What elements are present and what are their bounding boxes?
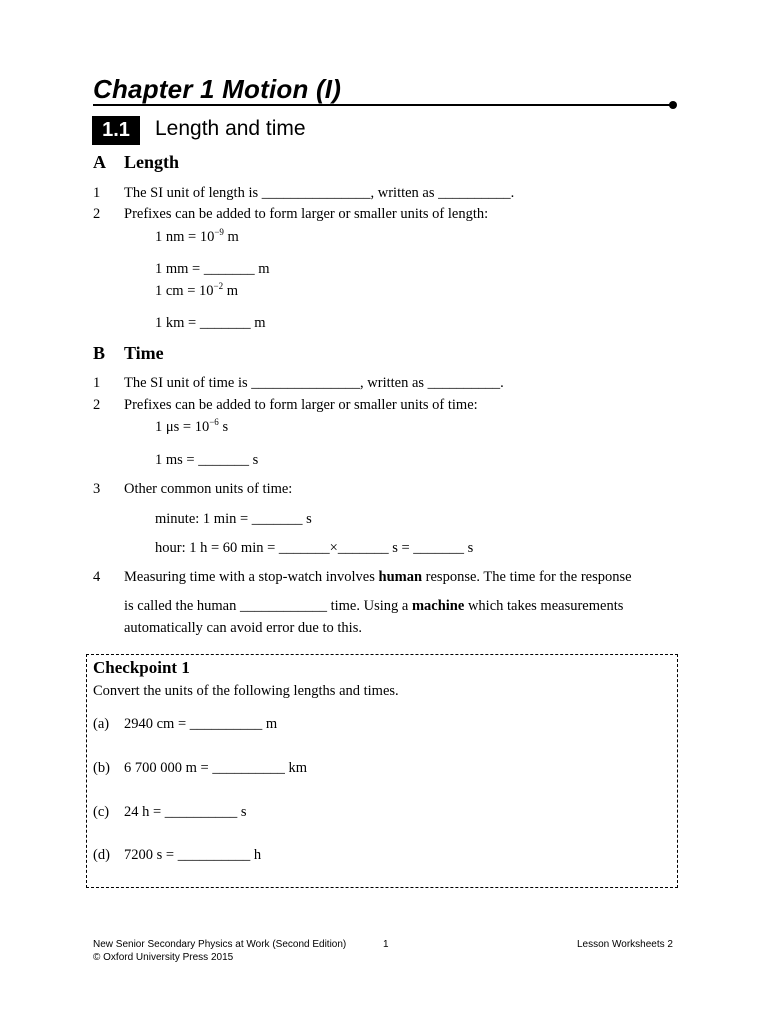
part-b-title: Time [124,343,164,363]
question-b-text: 6 700 000 m = __________ km [124,760,307,776]
part-b-item-1-number: 1 [93,375,101,391]
part-b-item-4-line-2: is called the human ____________ time. Using a machine which takes measurements [124,598,624,614]
part-b-item-4-line-1: Measuring time with a stop-watch involves human response. The time for the response [124,569,632,585]
part-b-item-3-text: Other common units of time: [124,481,293,497]
footer-page-number: 1 [383,939,389,950]
conv-millimetre: 1 mm = _______ m [155,261,270,277]
part-b-letter: B [93,343,106,363]
part-b-item-4-number: 4 [93,569,101,585]
question-d-text: 7200 s = __________ h [124,847,262,863]
question-b-label: (b) [93,760,110,776]
conv-kilometre: 1 km = _______ m [155,315,266,331]
question-c-text: 24 h = __________ s [124,804,247,820]
footer-book-title: New Senior Secondary Physics at Work (Second Edition) [93,939,347,950]
part-a-title: Length [124,152,180,172]
conv-microsecond: 1 $\mu s = 10^{-6}$ s [155,417,229,435]
conv-nanometre: 1 nm = $10^{-9}$ m [155,227,239,245]
conv-hour: hour: 1 h = 60 min = _______×_______ s = _______ s [155,540,474,556]
question-a-label: (a) [93,716,110,732]
chapter-rule-dot [669,101,677,109]
part-a-item-2-text: Prefixes can be added to form larger or smaller units of length: [124,206,489,222]
question-c-label: (c) [93,804,110,820]
part-a-item-1-number: 1 [93,185,101,201]
part-b-item-4-line-3: automatically can avoid error due to this. [124,620,362,636]
part-b-item-2-number: 2 [93,397,101,413]
part-a-item-1-text: The SI unit of length is _______________, written as __________. [124,185,515,201]
conv-centimetre: 1 cm = $10^{-2}$ m [155,281,239,299]
section-number-badge: 1.1 [92,116,140,145]
checkpoint-title: Checkpoint 1 [93,658,190,677]
part-b-item-2-text: Prefixes can be added to form larger or smaller units of time: [124,397,478,413]
conv-millisecond: 1 ms = _______ s [155,452,259,468]
footer-series: Lesson Worksheets 2 [577,939,673,950]
checkpoint-intro: Convert the units of the following lengths and times. [93,683,399,699]
part-a-letter: A [93,152,106,172]
footer-copyright: © Oxford University Press 2015 [93,952,234,963]
question-d-label: (d) [93,847,110,863]
section-title: Length and time [155,117,306,140]
part-a-item-2-number: 2 [93,206,101,222]
part-b-item-3-number: 3 [93,481,101,497]
question-a-text: 2940 cm = __________ m [124,716,278,732]
conv-minute: minute: 1 min = _______ s [155,511,312,527]
part-b-item-1-text: The SI unit of time is _______________, written as __________. [124,375,504,391]
chapter-rule [93,104,673,106]
chapter-title: Chapter 1 Motion (I) [93,74,342,104]
